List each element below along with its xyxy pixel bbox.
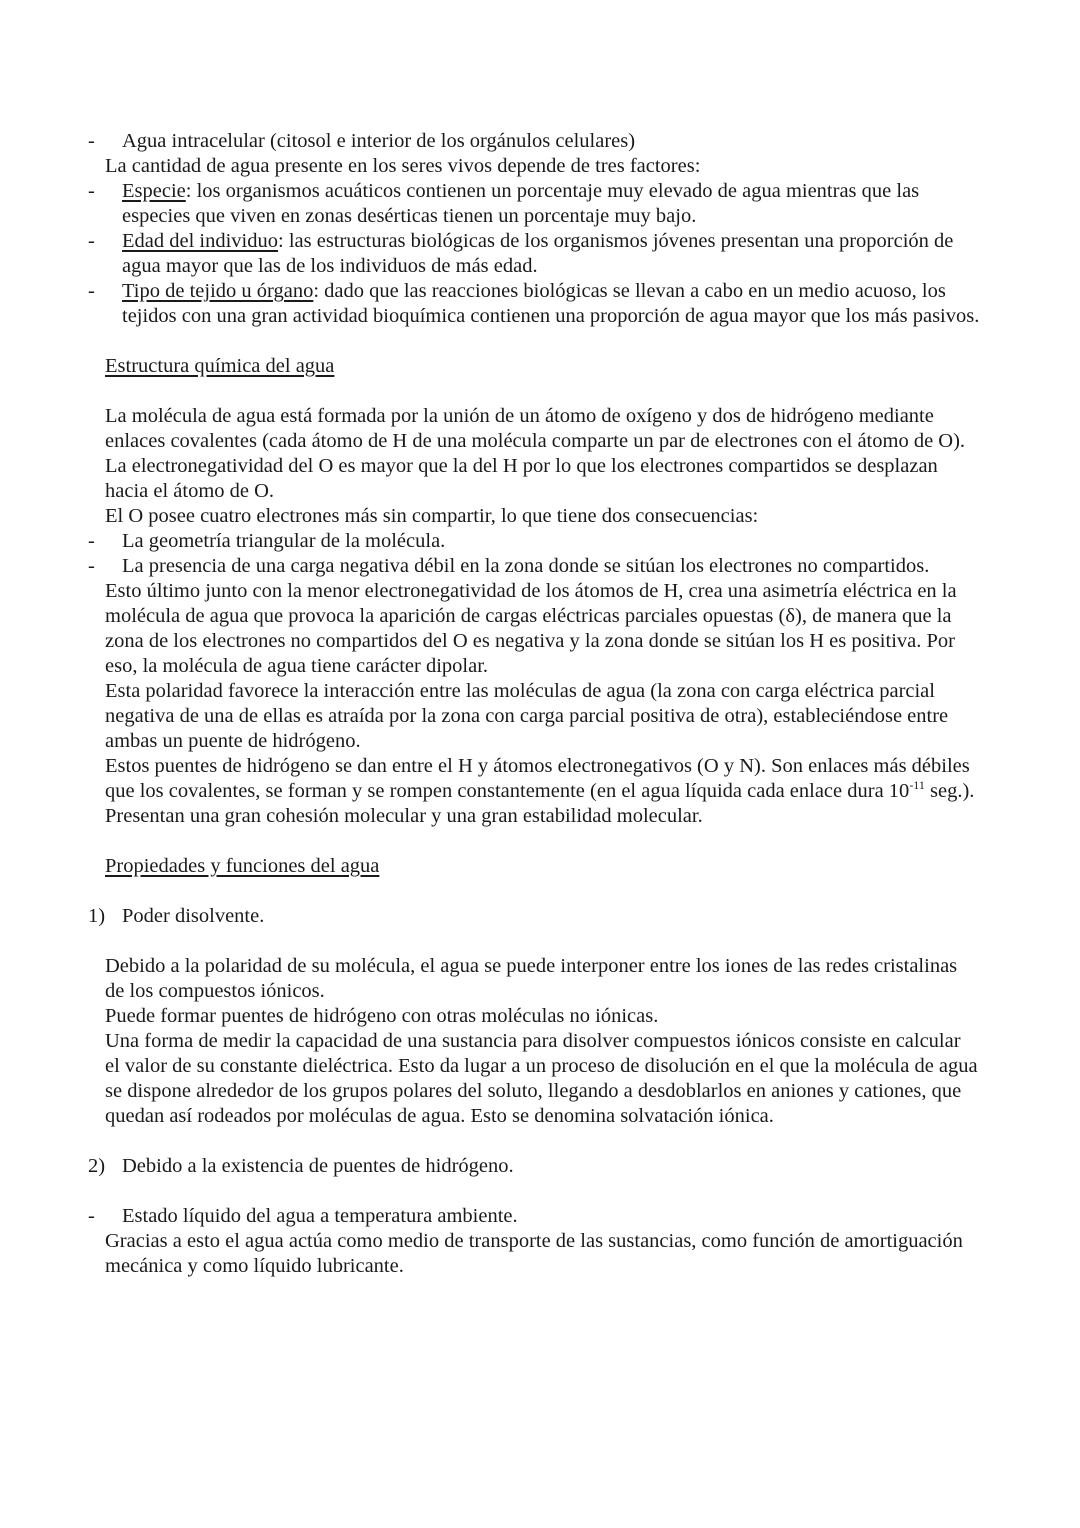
paragraph: Esto último junto con la menor electronegatividad de los átomos de H, crea una asimetría eléctrica en la molécula de agua que provoca la aparición de cargas eléctricas parciales opuestas (δ), de manera que la zona de los electrones no compartidos del O es negativa y la zona donde se sitúan los H es positiva. Por eso, la molécula de agua tiene carácter dipolar.: [105, 580, 957, 677]
numbered-item-1: [0, 904, 1080, 929]
paragraph: Una forma de medir la capacidad de una sustancia para disolver compuestos iónicos consiste en calcular el valor de su constante dieléctrica. Esto da lugar a un proceso de disolución en el que la molécula de agua se dispone alrededor de los grupos polares del soluto, llegando a desdoblarlos en aniones y cationes, que quedan así rodeados por moléculas de agua. Esto se denomina solvatación iónica.: [105, 1030, 978, 1127]
paragraph-puentes-hidrogeno: [0, 754, 1080, 829]
section-heading-propiedades: [0, 854, 1080, 879]
paragraph: La electronegatividad del O es mayor que la del H por lo que los electrones compartidos se desplazan hacia el átomo de O.: [105, 455, 938, 502]
paragraph-factors-intro: La cantidad de agua presente en los seres vivos depende de tres factores:: [105, 155, 701, 177]
heading-text: Estructura química del agua: [105, 355, 335, 377]
paragraph: Gracias a esto el agua actúa como medio de transporte de las sustancias, como función de amortiguación mecánica y como líquido lubricante.: [105, 1230, 963, 1277]
paragraph: Esta polaridad favorece la interacción entre las moléculas de agua (la zona con carga eléctrica parcial negativa de una de ellas es atraída por la zona con carga parcial positiva de otra), estableciéndose entre ambas un puente de hidrógeno.: [105, 680, 949, 752]
document-page: [0, 129, 1080, 1279]
paragraph-text: seg.). Presentan una gran cohesión molecular y una gran estabilidad molecular.: [105, 780, 975, 827]
list-item-tejido: [0, 279, 1080, 329]
paragraph: Debido a la polaridad de su molécula, el agua se puede interponer entre los iones de las redes cristalinas de los compuestos iónicos.: [105, 955, 958, 1002]
term-description: : las estructuras biológicas de los organismos jóvenes presentan una proporción de agua mayor que las de los individuos de más edad.: [122, 230, 954, 277]
list-item-carga-negativa: [0, 554, 1080, 579]
list-item-edad: [0, 229, 1080, 279]
list-item-text: Estado líquido del agua a temperatura ambiente.: [122, 1205, 518, 1227]
term-tejido: Tipo de tejido u órgano: [122, 280, 314, 302]
paragraph: El O posee cuatro electrones más sin compartir, lo que tiene dos consecuencias:: [105, 505, 759, 527]
numbered-item-2: [0, 1154, 1080, 1179]
item-title: Debido a la existencia de puentes de hidrógeno.: [122, 1155, 514, 1177]
list-item-text: La geometría triangular de la molécula.: [122, 530, 446, 552]
term-edad: Edad del individuo: [122, 230, 279, 252]
term-description: : los organismos acuáticos contienen un porcentaje muy elevado de agua mientras que las especies que viven en zonas desérticas tienen un porcentaje muy bajo.: [122, 180, 920, 227]
list-item-estado-liquido: [0, 1204, 1080, 1229]
list-item-text: La presencia de una carga negativa débil en la zona donde se sitúan los electrones no compartidos.: [122, 555, 930, 577]
item-number: 1): [88, 905, 106, 927]
term-description: : dado que las reacciones biológicas se llevan a cabo en un medio acuoso, los tejidos con una gran actividad bioquímica contienen una proporción de agua mayor que los más pasivos.: [122, 280, 980, 327]
item-number: 2): [88, 1155, 106, 1177]
list-item-agua-intracelular: [0, 129, 1080, 154]
term-especie: Especie: [122, 180, 186, 202]
heading-text: Propiedades y funciones del agua: [105, 855, 380, 877]
list-item-text: Agua intracelular (citosol e interior de los orgánulos celulares): [122, 130, 636, 152]
item-title: Poder disolvente.: [122, 905, 265, 927]
section-heading-estructura: [0, 354, 1080, 379]
exponent: -11: [909, 778, 925, 793]
paragraph: Puede formar puentes de hidrógeno con otras moléculas no iónicas.: [105, 1005, 659, 1027]
paragraph-text: Estos puentes de hidrógeno se dan entre el H y átomos electronegativos (O y N). Son enlaces más débiles que los covalentes, se forman y se rompen constantemente (en el agua líquida cada enlace dura 10: [105, 755, 970, 802]
list-item-especie: [0, 179, 1080, 229]
paragraph: La molécula de agua está formada por la unión de un átomo de oxígeno y dos de hidrógeno mediante enlaces covalentes (cada átomo de H de una molécula comparte un par de electrones con el átomo de O).: [105, 405, 966, 452]
list-item-geometria: [0, 529, 1080, 554]
